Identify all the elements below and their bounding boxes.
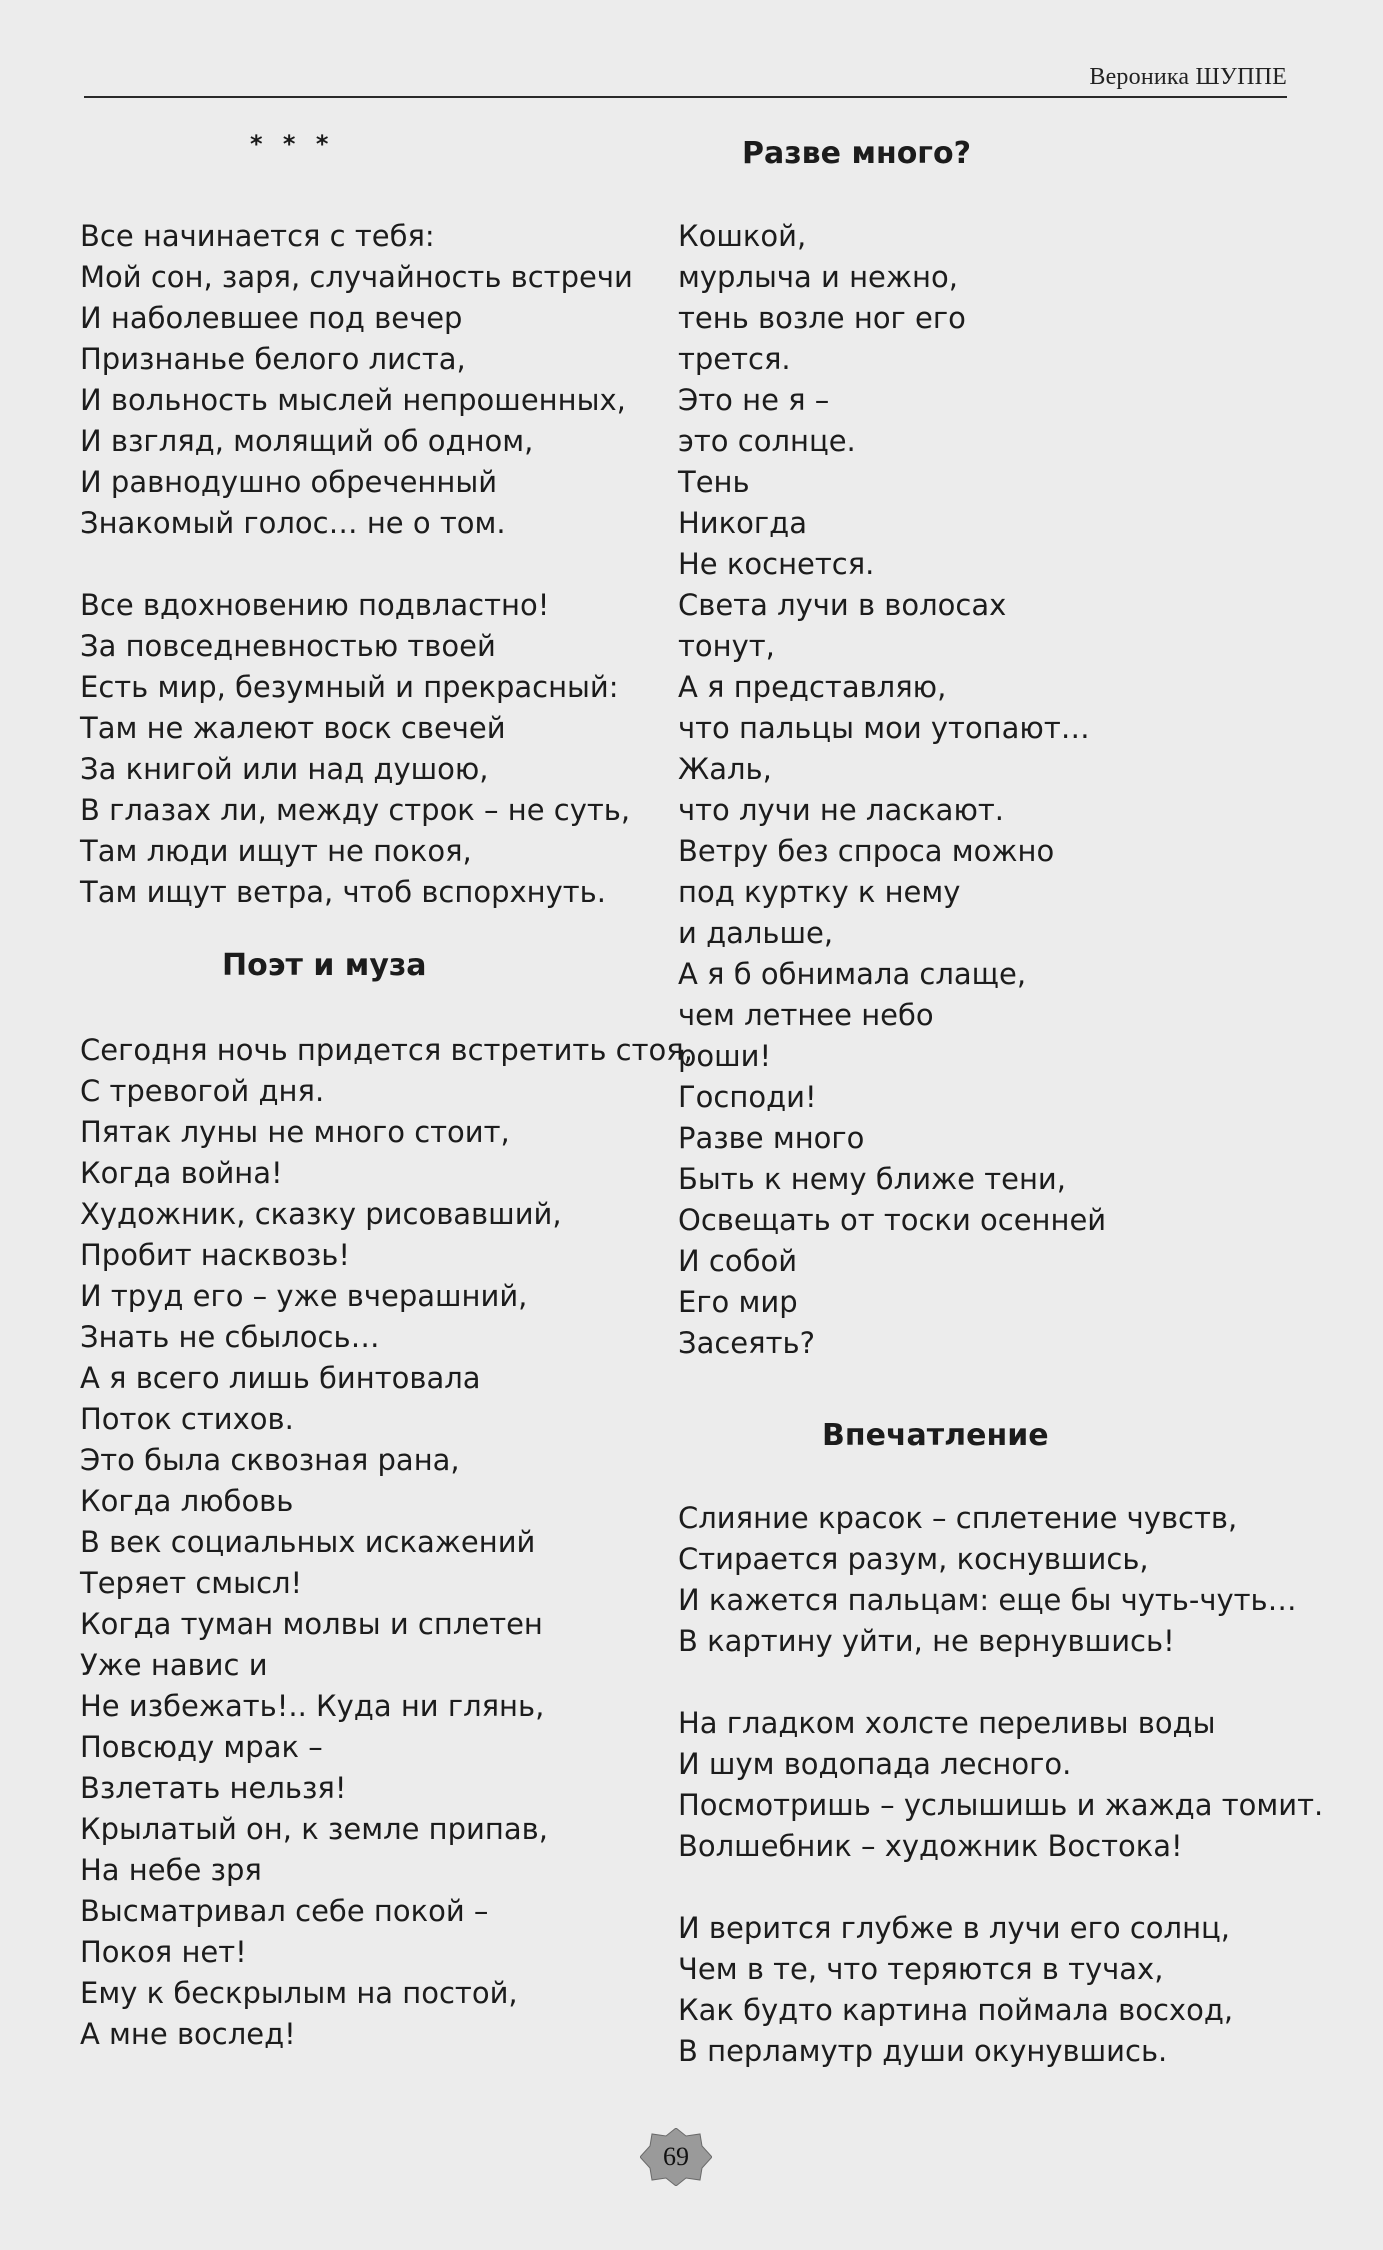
poem-line: Признанье белого листа, <box>80 342 466 376</box>
poem-line: В век социальных искажений <box>80 1525 536 1559</box>
poem-line: Есть мир, безумный и прекрасный: <box>80 670 619 704</box>
poem-line: что пальцы мои утопают… <box>678 711 1090 745</box>
poem-title-impression: Впечатление <box>822 1418 1049 1453</box>
poem-line: мурлыча и нежно, <box>678 260 958 294</box>
poem-line: что лучи не ласкают. <box>678 793 1004 827</box>
poem-line: А мне вослед! <box>80 2017 296 2051</box>
poem-line: И кажется пальцам: еще бы чуть-чуть… <box>678 1583 1297 1617</box>
poem-line: А я б обнимала слаще, <box>678 957 1027 991</box>
poem-line: И шум водопада лесного. <box>678 1747 1072 1781</box>
poem-line: Быть к нему ближе тени, <box>678 1162 1067 1196</box>
poem-line: Чем в те, что теряются в тучах, <box>678 1952 1164 1986</box>
poem-line: Стирается разум, коснувшись, <box>678 1542 1149 1576</box>
poem-line: Засеять? <box>678 1326 815 1360</box>
poem-line: Кошкой, <box>678 219 807 253</box>
poem-line: И собой <box>678 1244 798 1278</box>
poem-line: Жаль, <box>678 752 772 786</box>
poem-line: Художник, сказку рисовавший, <box>80 1197 562 1231</box>
poem-title-poet-and-muse: Поэт и муза <box>222 948 427 983</box>
poem-line: Там не жалеют воск свечей <box>80 711 506 745</box>
poem-line: Когда туман молвы и сплетен <box>80 1607 543 1641</box>
poem-line: В глазах ли, между строк – не суть, <box>80 793 631 827</box>
poem-line: тонут, <box>678 629 775 663</box>
poem-line: За книгой или над душою, <box>80 752 489 786</box>
poem-line: Света лучи в волосах <box>678 588 1007 622</box>
poem-line: Его мир <box>678 1285 798 1319</box>
poem-line: С тревогой дня. <box>80 1074 325 1108</box>
poem-line: Ему к бескрылым на постой, <box>80 1976 518 2010</box>
section-asterisks: * * * <box>250 130 335 158</box>
poem-line: Тень <box>678 465 750 499</box>
poem-line: Сегодня ночь придется встретить стоя, <box>80 1033 693 1067</box>
poem-line: В перламутр души окунувшись. <box>678 2034 1168 2068</box>
poem-line: Никогда <box>678 506 807 540</box>
poem-line: Покоя нет! <box>80 1935 247 1969</box>
poem-line: Теряет смысл! <box>80 1566 303 1600</box>
poem-line: Уже навис и <box>80 1648 268 1682</box>
poem-line: чем летнее небо <box>678 998 934 1032</box>
poem-line: Волшебник – художник Востока! <box>678 1829 1183 1863</box>
poem-line: Не коснется. <box>678 547 875 581</box>
poem-line: роши! <box>678 1039 772 1073</box>
poem-line: Мой сон, заря, случайность встречи <box>80 260 633 294</box>
poem-line: Не избежать!.. Куда ни глянь, <box>80 1689 545 1723</box>
poem-line: Посмотришь – услышишь и жажда томит. <box>678 1788 1324 1822</box>
poem-title-razve-mnogo: Разве много? <box>742 136 971 171</box>
poem-line: Все начинается с тебя: <box>80 219 435 253</box>
poem-line: И вольность мыслей непрошенных, <box>80 383 626 417</box>
poem-line: А я представляю, <box>678 670 947 704</box>
poem-line: Повсюду мрак – <box>80 1730 323 1764</box>
poem-line: В картину уйти, не вернувшись! <box>678 1624 1175 1658</box>
poem-line: Ветру без спроса можно <box>678 834 1055 868</box>
poem-line: И труд его – уже вчерашний, <box>80 1279 528 1313</box>
poem-line: И равнодушно обреченный <box>80 465 498 499</box>
running-header <box>84 60 1287 98</box>
poem-line: Крылатый он, к земле припав, <box>80 1812 548 1846</box>
poem-line: Знать не сбылось… <box>80 1320 380 1354</box>
poem-line: И верится глубже в лучи его солнц, <box>678 1911 1230 1945</box>
poem-line: Высматривал себе покой – <box>80 1894 489 1928</box>
poem-line: Знакомый голос… не о том. <box>80 506 506 540</box>
poem-line: А я всего лишь бинтовала <box>80 1361 481 1395</box>
poem-line: Пятак луны не много стоит, <box>80 1115 510 1149</box>
poem-line: Как будто картина поймала восход, <box>678 1993 1234 2027</box>
poem-line: Это не я – <box>678 383 830 417</box>
page-number-badge <box>640 2128 712 2186</box>
poem-line: это солнце. <box>678 424 856 458</box>
poem-line: Там люди ищут не покоя, <box>80 834 472 868</box>
poem-line: Все вдохновению подвластно! <box>80 588 550 622</box>
poem-line: Пробит насквозь! <box>80 1238 350 1272</box>
poem-line: За повседневностью твоей <box>80 629 496 663</box>
poem-line: Освещать от тоски осенней <box>678 1203 1107 1237</box>
poem-line: Там ищут ветра, чтоб вспорхнуть. <box>80 875 606 909</box>
poem-line: Когда война! <box>80 1156 283 1190</box>
poem-line: Взлетать нельзя! <box>80 1771 347 1805</box>
poem-line: И наболевшее под вечер <box>80 301 463 335</box>
poem-line: И взгляд, молящий об одном, <box>80 424 534 458</box>
poem-line: тень возле ног его <box>678 301 966 335</box>
poem-line: и дальше, <box>678 916 834 950</box>
page-number: 69 <box>663 2142 689 2171</box>
poem-line: Разве много <box>678 1121 865 1155</box>
poem-line: Слияние красок – сплетение чувств, <box>678 1501 1238 1535</box>
poem-line: трется. <box>678 342 791 376</box>
poem-line: Когда любовь <box>80 1484 294 1518</box>
poem-line: под куртку к нему <box>678 875 961 909</box>
header-author: Вероника ШУППЕ <box>1089 64 1287 90</box>
poem-line: На небе зря <box>80 1853 262 1887</box>
poem-line: Поток стихов. <box>80 1402 294 1436</box>
poem-line: Господи! <box>678 1080 817 1114</box>
poem-line: На гладком холсте переливы воды <box>678 1706 1216 1740</box>
poem-line: Это была сквозная рана, <box>80 1443 460 1477</box>
